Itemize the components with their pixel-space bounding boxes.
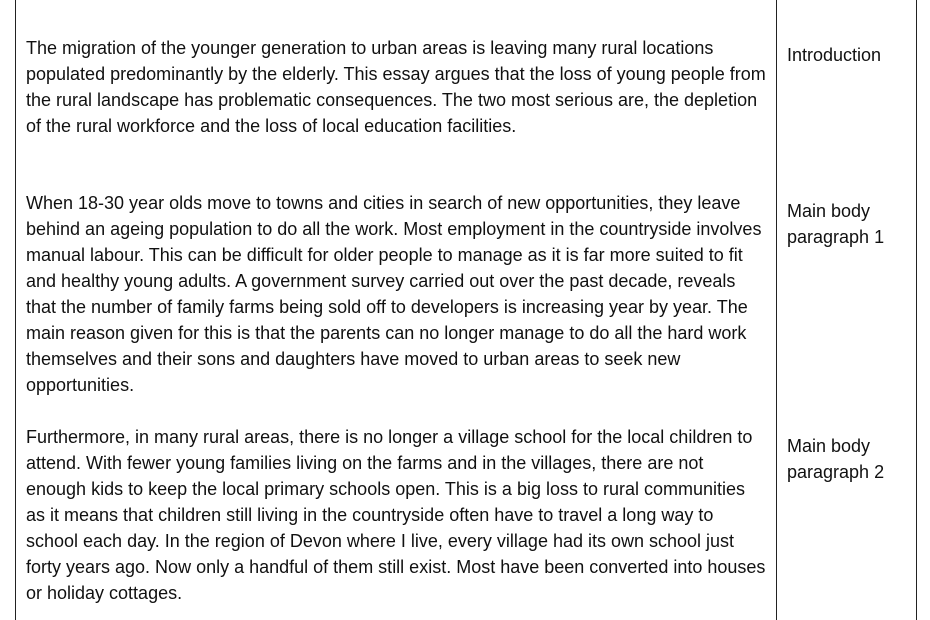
introduction-paragraph: The migration of the younger generation to urban areas is leaving many rural locations populated predominantly by the elderly. This essay argues that the loss of young people from the rural landscape has problematic consequences. The two most serious are, the depletion of the rural workforce and the loss of local education facilities. <box>26 38 766 136</box>
main-body-paragraph-1: When 18-30 year olds move to towns and cities in search of new opportunities, they leave behind an ageing population to do all the work. Most employment in the countryside involves manual labour. This can be difficult for older people to manage as it is far more suited to fit and healthy young adults. A government survey carried out over the past decade, reveals that the number of family farms being sold off to developers is increasing year by year. The main reason given for this is that the parents can no longer manage to do all the hard work themselves and their sons and daughters have moved to urban areas to seek new opportunities. <box>26 193 762 395</box>
main-body-paragraph-2: Furthermore, in many rural areas, there is no longer a village school for the local children to attend. With fewer young families living on the farms and in the villages, there are not enough kids to keep the local primary schools open. This is a big loss to rural communities as it means that children still living in the countryside often have to travel a long way to school each day. In the region of Devon where I live, every village had its own school just forty years ago. Now only a handful of them still exist. Most have been converted into houses or holiday cottages. <box>26 427 766 603</box>
introduction-label: Introduction <box>787 45 882 65</box>
table-column-divider <box>776 0 777 620</box>
table-left-border <box>15 0 16 620</box>
table-right-border <box>916 0 917 620</box>
main-body-paragraph-2-label: Main body paragraph 2 <box>787 436 885 482</box>
main-body-paragraph-1-label: Main body paragraph 1 <box>787 201 885 247</box>
